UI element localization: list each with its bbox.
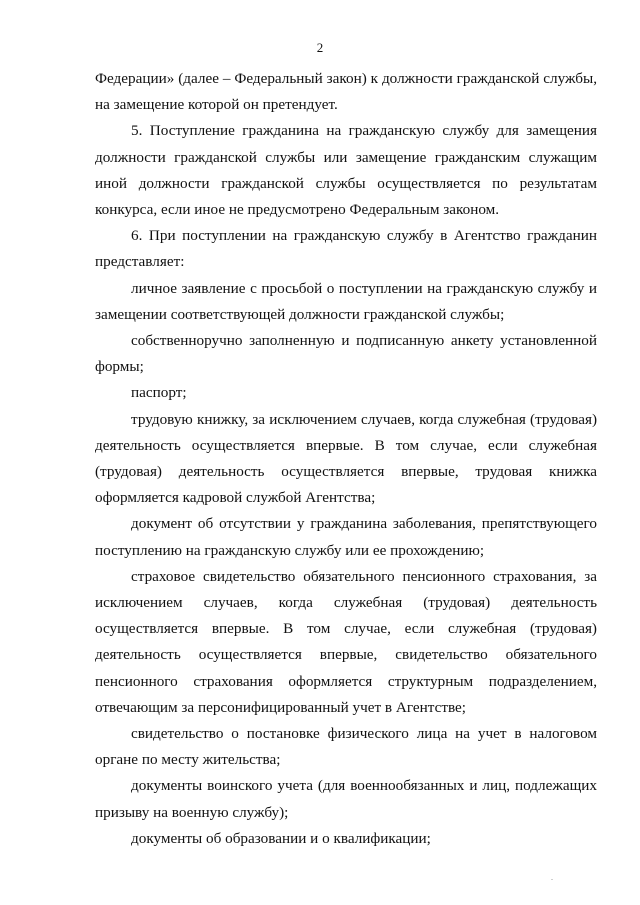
paragraph-item-5: 5. Поступление гражданина на гражданскую службу для замещения должности гражданской службы или замещение гражданским служащим иной должности гражданской службы осуществляется по результатам конкурса, если иное не предусмотрено Федеральным законом. [95,122,597,219]
scan-artifact [551,879,553,880]
list-item-military-documents: документы воинского учета (для военнообязанных и лиц, подлежащих призыву на военную службу); [95,777,597,821]
list-item-tax-certificate: свидетельство о постановке физического лица на учет в налоговом органе по месту жительства; [95,725,597,769]
list-item-education-documents: документы об образовании и о квалификации; [131,829,431,847]
page-number: 2 [316,40,324,55]
paragraph-item-6: 6. При поступлении на гражданскую службу в Агентство гражданин представляет: [95,227,597,271]
list-item-pension-certificate: страховое свидетельство обязательного пенсионного страхования, за исключением случаев, когда служебная (трудовая) деятельность осуществляется впервые. В том случае, если служебная (трудовая) деятельность осуществляется впервые, свидетельство обязательного пенсионного страхования оформляется структурным подразделением, отвечающим за персонифицированный учет в Агентстве; [95,567,597,716]
list-item-application: личное заявление с просьбой о поступлении на гражданскую службу и замещении соответствующей должности гражданской службы; [95,279,597,323]
list-item-passport: паспорт; [131,384,187,402]
list-item-questionnaire: собственноручно заполненную и подписанную анкету установленной формы; [95,332,597,376]
document-body [95,66,597,852]
list-item-work-book: трудовую книжку, за исключением случаев, когда служебная (трудовая) деятельность осуществляется впервые. В том случае, если служебная (трудовая) деятельность осуществляется впервые, трудовая книжка оформляется кадровой службой Агентства; [95,410,597,507]
list-item-medical-document: документ об отсутствии у гражданина заболевания, препятствующего поступлению на гражданскую службу или ее прохождению; [95,515,597,559]
paragraph-continuation: Федерации» (далее – Федеральный закон) к должности гражданской службы, на замещение которой он претендует. [95,70,597,114]
